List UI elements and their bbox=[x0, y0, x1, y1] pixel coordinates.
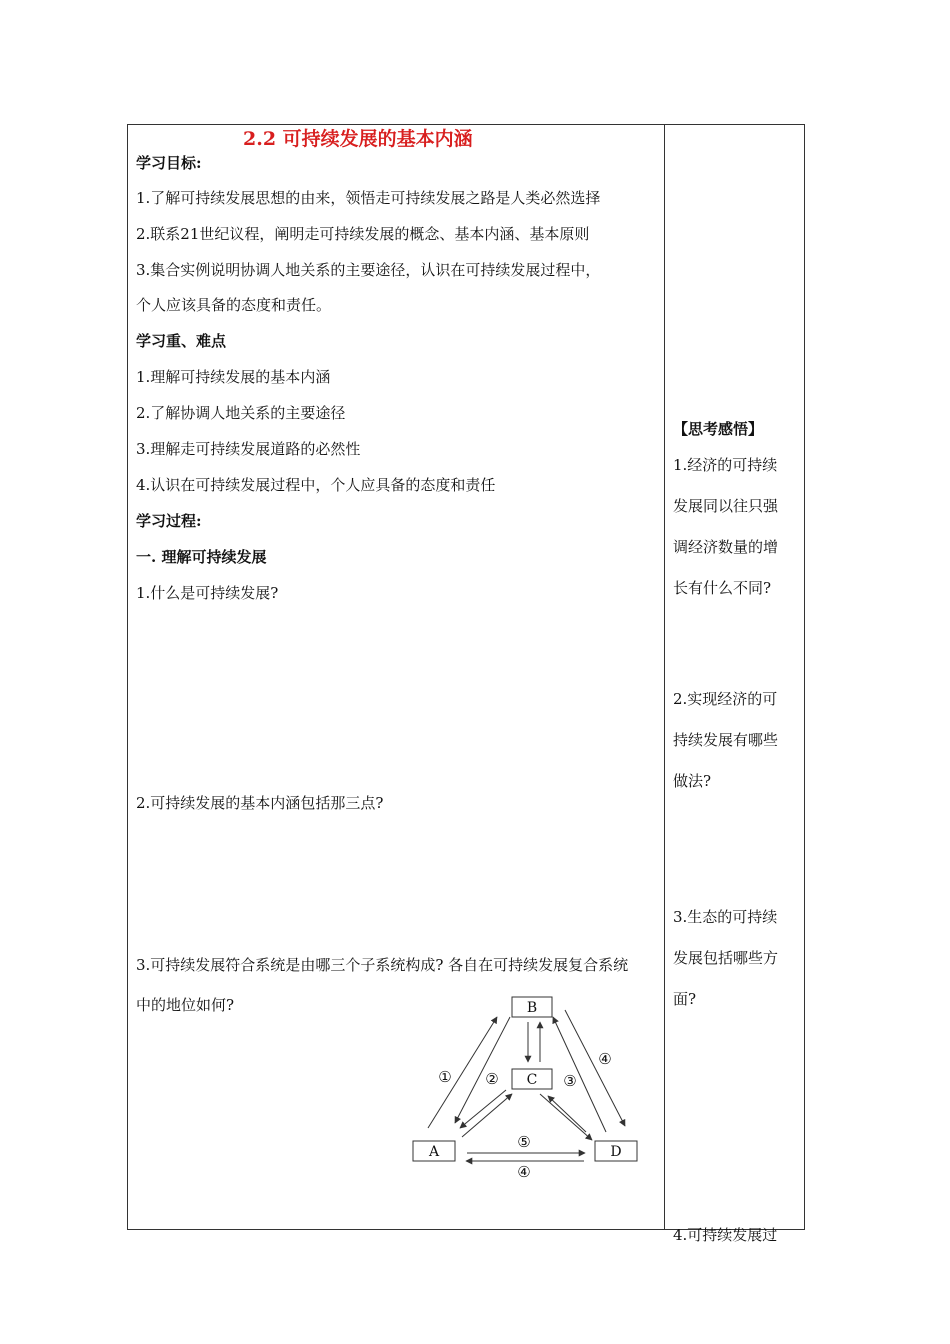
goals-heading: 学习目标: bbox=[136, 154, 202, 172]
box-d-label: D bbox=[610, 1144, 622, 1160]
sidebar-question-3: 3.生态的可持续 bbox=[673, 908, 778, 926]
box-b-label: B bbox=[526, 1000, 538, 1016]
sidebar-question-1: 调经济数量的增 bbox=[673, 538, 779, 556]
key-point-item: 1.理解可持续发展的基本内涵 bbox=[136, 368, 331, 386]
arrow-c-to-a bbox=[460, 1090, 506, 1128]
sidebar-question-1: 发展同以往只强 bbox=[673, 497, 779, 515]
sidebar-question-4: 4.可持续发展过 bbox=[673, 1226, 778, 1244]
arrow-a-to-c bbox=[462, 1094, 512, 1137]
sidebar-question-3: 发展包括哪些方 bbox=[673, 949, 779, 967]
sidebar-heading: 【思考感悟】 bbox=[673, 420, 764, 438]
question-3-continued: 中的地位如何? bbox=[136, 996, 235, 1014]
sidebar-question-2: 2.实现经济的可 bbox=[673, 690, 778, 708]
sidebar-question-1: 1.经济的可持续 bbox=[673, 456, 778, 474]
part1-heading: 一. 理解可持续发展 bbox=[136, 548, 267, 566]
question-3: 3.可持续发展符合系统是由哪三个子系统构成? 各自在可持续发展复合系统 bbox=[136, 956, 629, 974]
arrow-label-5: ⑤ bbox=[517, 1133, 531, 1151]
arrow-c-to-d bbox=[540, 1094, 592, 1140]
arrow-label-3: ③ bbox=[563, 1072, 577, 1090]
arrow-b-to-a bbox=[455, 1017, 510, 1123]
sidebar-question-3: 面? bbox=[673, 990, 697, 1008]
arrow-label-1: ① bbox=[438, 1068, 452, 1086]
sidebar-question-2: 做法? bbox=[673, 772, 712, 790]
key-point-item: 4.认识在可持续发展过程中，个人应具备的态度和责任 bbox=[136, 476, 496, 494]
page-title: 2.2 可持续发展的基本内涵 bbox=[243, 128, 473, 150]
box-a-label: A bbox=[428, 1144, 440, 1160]
question-2: 2.可持续发展的基本内涵包括那三点? bbox=[136, 794, 384, 812]
process-heading: 学习过程: bbox=[136, 512, 202, 530]
arrow-label-4: ④ bbox=[598, 1050, 612, 1068]
goal-item: 个人应该具备的态度和责任。 bbox=[136, 296, 332, 314]
sidebar-question-2: 持续发展有哪些 bbox=[673, 731, 779, 749]
key-points-heading: 学习重、难点 bbox=[136, 332, 227, 350]
arrow-label-4-bottom: ④ bbox=[517, 1163, 531, 1181]
arrow-label-2: ② bbox=[485, 1070, 499, 1088]
sidebar-question-1: 长有什么不同? bbox=[673, 579, 772, 597]
goal-item: 1.了解可持续发展思想的由来，领悟走可持续发展之路是人类必然选择 bbox=[136, 189, 601, 207]
goal-item: 2.联系21世纪议程，阐明走可持续发展的概念、基本内涵、基本原则 bbox=[136, 225, 590, 243]
key-point-item: 3.理解走可持续发展道路的必然性 bbox=[136, 440, 361, 458]
key-point-item: 2.了解协调人地关系的主要途径 bbox=[136, 404, 346, 422]
box-c-label: C bbox=[526, 1072, 538, 1088]
question-1: 1.什么是可持续发展? bbox=[136, 584, 279, 602]
arrow-d-to-c bbox=[548, 1096, 586, 1132]
goal-item: 3.集合实例说明协调人地关系的主要途径，认识在可持续发展过程中， bbox=[136, 261, 601, 279]
